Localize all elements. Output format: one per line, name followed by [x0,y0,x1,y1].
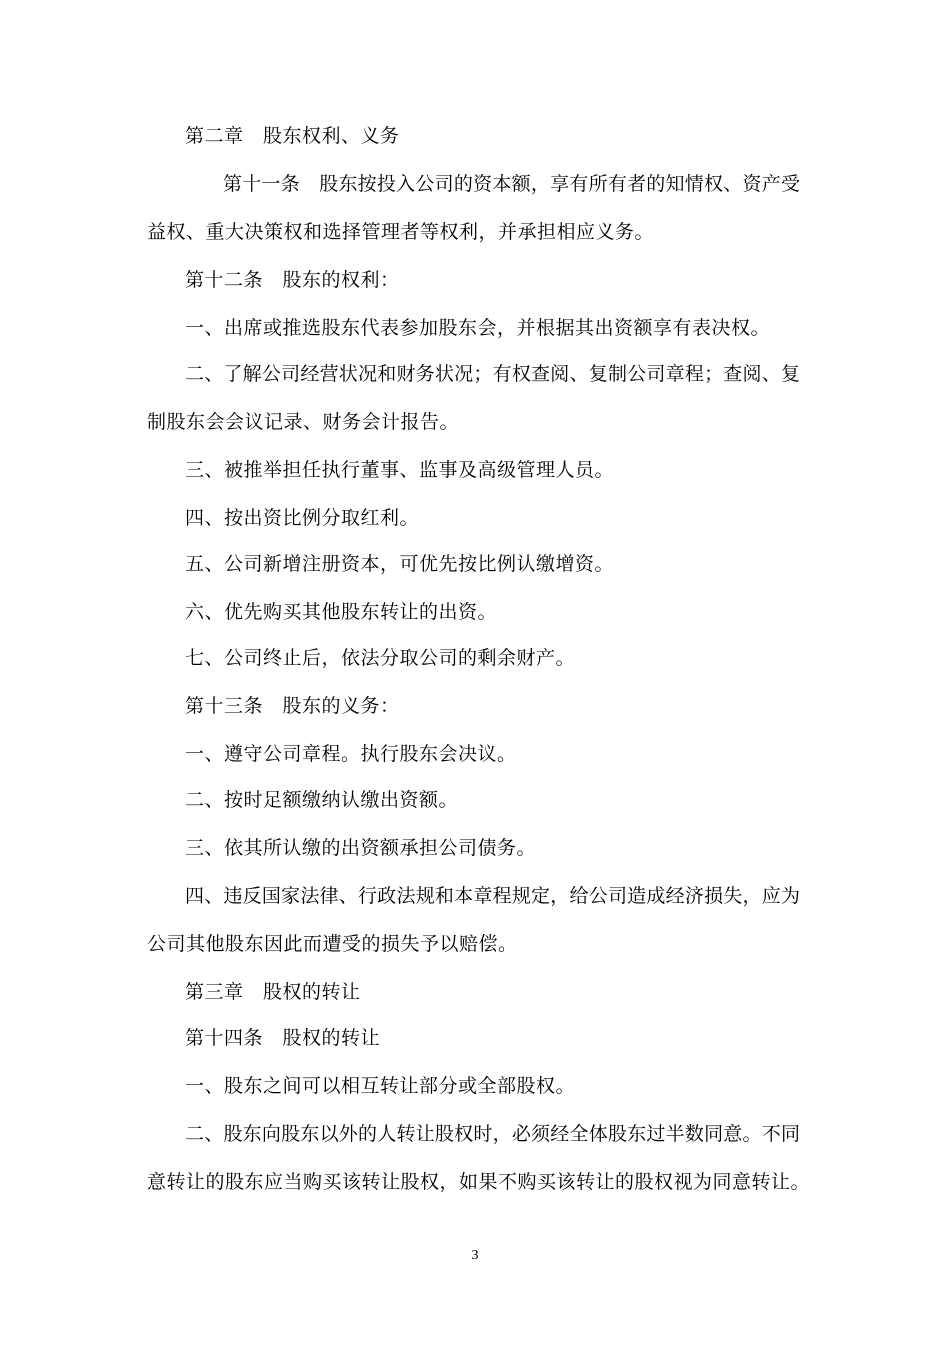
article-12-item-4: 四、按出资比例分取红利。 [185,507,420,529]
article-11-line-1: 第十一条 股东按投入公司的资本额，享有所有者的知情权、资产受 [223,173,800,195]
article-12-item-1: 一、出席或推选股东代表参加股东会，并根据其出资额享有表决权。 [185,317,771,339]
article-12-item-2-line-2: 制股东会会议记录、财务会计报告。 [147,411,460,433]
article-12-item-3: 三、被推举担任执行董事、监事及高级管理人员。 [185,459,615,481]
article-13-item-4-line-2: 公司其他股东因此而遭受的损失予以赔偿。 [147,933,518,955]
article-13-heading: 第十三条 股东的义务： [185,695,400,717]
article-13-item-2: 二、按时足额缴纳认缴出资额。 [185,789,459,811]
chapter-two-heading: 第二章 股东权利、义务 [185,125,400,147]
page-number: 3 [471,1248,479,1263]
article-12-item-2-line-1: 二、了解公司经营状况和财务状况；有权查阅、复制公司章程；查阅、复 [185,363,800,385]
article-14-heading: 第十四条 股权的转让 [185,1027,381,1049]
article-11-line-2: 益权、重大决策权和选择管理者等权利，并承担相应义务。 [147,221,655,243]
article-14-item-2-line-1: 二、股东向股东以外的人转让股权时，必须经全体股东过半数同意。不同 [185,1123,800,1145]
article-14-item-1: 一、股东之间可以相互转让部分或全部股权。 [185,1075,576,1097]
article-13-item-3: 三、依其所认缴的出资额承担公司债务。 [185,837,537,859]
article-13-item-4-line-1: 四、违反国家法律、行政法规和本章程规定，给公司造成经济损失，应为 [185,885,800,907]
article-12-item-5: 五、公司新增注册资本，可优先按比例认缴增资。 [185,553,615,575]
article-14-item-2-line-2: 意转让的股东应当购买该转让股权，如果不购买该转让的股权视为同意转让。 [147,1171,811,1193]
article-13-item-1: 一、遵守公司章程。执行股东会决议。 [185,743,517,765]
article-12-heading: 第十二条 股东的权利： [185,269,400,291]
article-12-item-7: 七、公司终止后，依法分取公司的剩余财产。 [185,647,576,669]
article-12-item-6: 六、优先购买其他股东转让的出资。 [185,601,498,623]
chapter-three-heading: 第三章 股权的转让 [185,981,361,1003]
